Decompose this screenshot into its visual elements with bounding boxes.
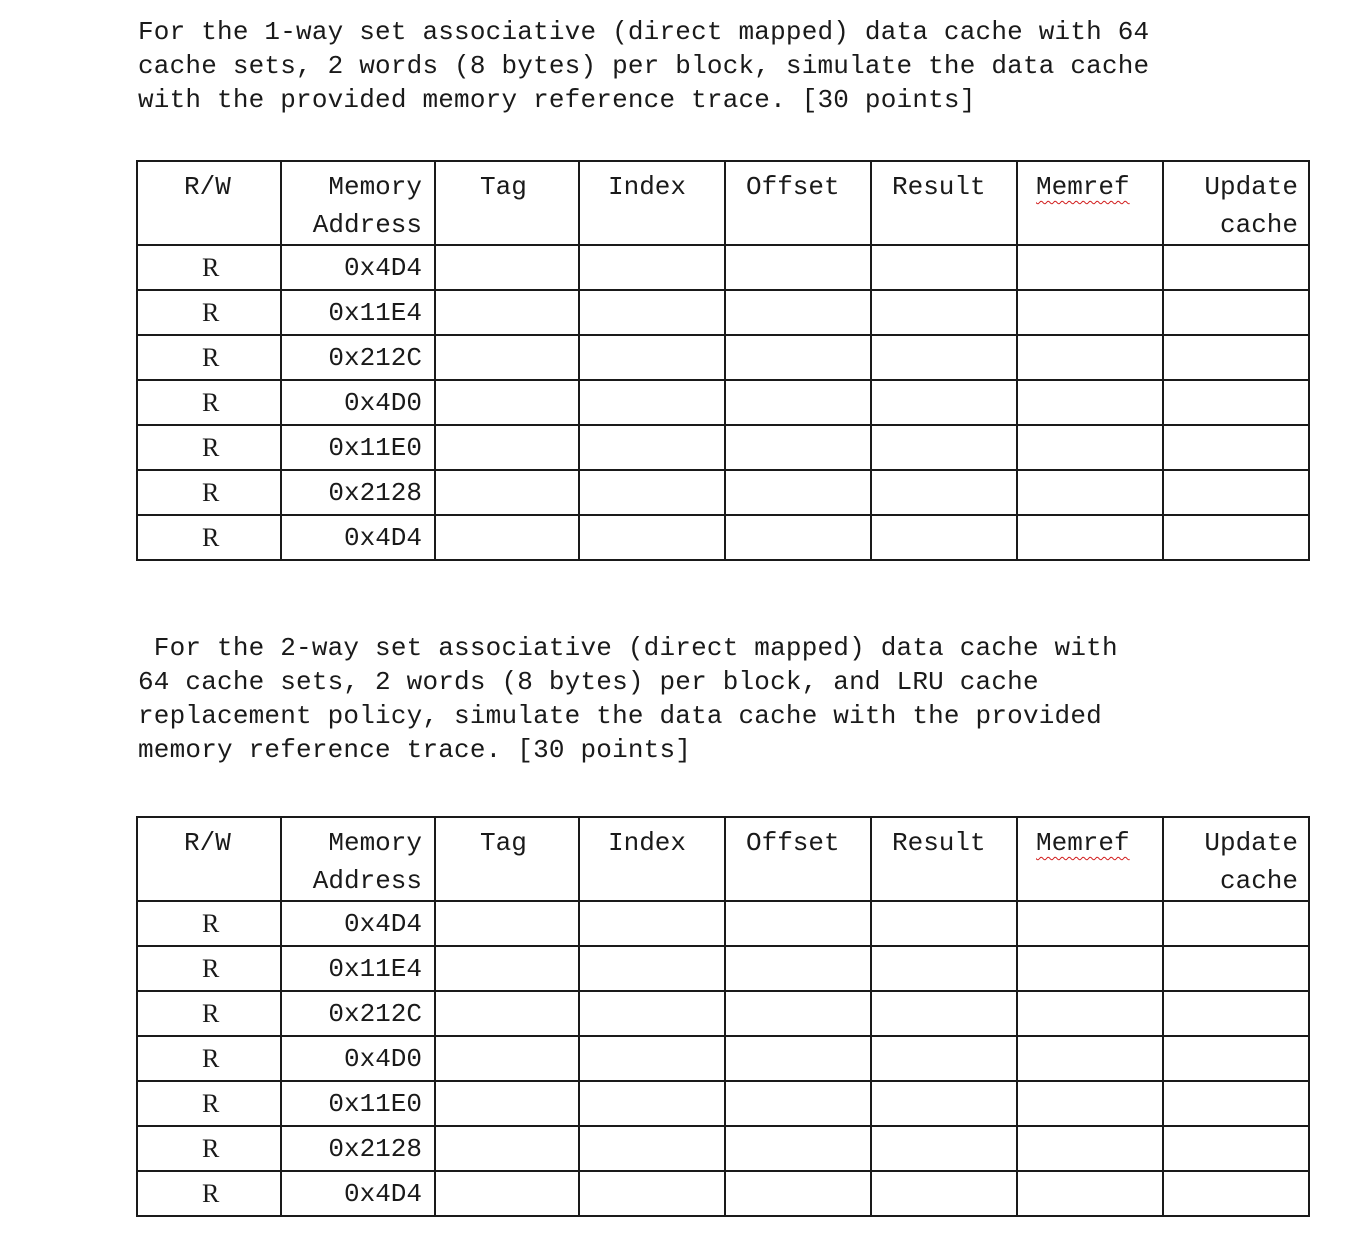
tag-cell[interactable] — [435, 380, 579, 425]
memref-cell[interactable] — [1017, 946, 1163, 991]
offset-cell[interactable] — [725, 1081, 871, 1126]
offset-cell[interactable] — [725, 290, 871, 335]
result-cell[interactable] — [871, 1036, 1017, 1081]
update-cache-cell[interactable] — [1163, 1171, 1309, 1216]
table-row — [137, 1081, 1309, 1126]
address-cell: 0x11E4 — [281, 946, 435, 991]
index-cell[interactable] — [579, 991, 725, 1036]
header-update-cache-line1: Update — [1204, 172, 1298, 202]
index-cell[interactable] — [579, 901, 725, 946]
rw-cell: R — [137, 946, 281, 991]
tag-cell[interactable] — [435, 1081, 579, 1126]
question-1-text — [138, 15, 1149, 117]
rw-cell: R — [137, 901, 281, 946]
question-1-line: For the 1-way set associative (direct mapped) data cache with 64 — [138, 17, 1150, 47]
table-row — [137, 1171, 1309, 1216]
result-cell[interactable] — [871, 515, 1017, 560]
memref-cell[interactable] — [1017, 1171, 1163, 1216]
result-cell[interactable] — [871, 380, 1017, 425]
index-cell[interactable] — [579, 946, 725, 991]
question-1-line: cache sets, 2 words (8 bytes) per block, simulate the data cache — [138, 51, 1150, 81]
header-index: Index — [579, 161, 725, 245]
header-index: Index — [579, 817, 725, 901]
address-cell: 0x4D0 — [281, 380, 435, 425]
offset-cell[interactable] — [725, 425, 871, 470]
result-cell[interactable] — [871, 425, 1017, 470]
offset-cell[interactable] — [725, 335, 871, 380]
memref-cell[interactable] — [1017, 245, 1163, 290]
update-cache-cell[interactable] — [1163, 470, 1309, 515]
index-cell[interactable] — [579, 1036, 725, 1081]
update-cache-cell[interactable] — [1163, 991, 1309, 1036]
header-update-cache-line1: Update — [1204, 828, 1298, 858]
table-row — [137, 470, 1309, 515]
offset-cell[interactable] — [725, 245, 871, 290]
rw-cell: R — [137, 1171, 281, 1216]
header-update-cache-line2: cache — [1219, 866, 1298, 896]
memref-cell[interactable] — [1017, 290, 1163, 335]
result-cell[interactable] — [871, 946, 1017, 991]
header-update-cache — [1163, 161, 1309, 245]
header-result: Result — [871, 161, 1017, 245]
header-rw: R/W — [137, 161, 281, 245]
rw-cell: R — [137, 290, 281, 335]
update-cache-cell[interactable] — [1163, 1126, 1309, 1171]
header-memref — [1017, 817, 1163, 901]
index-cell[interactable] — [579, 245, 725, 290]
table-row — [137, 290, 1309, 335]
table-row — [137, 245, 1309, 290]
update-cache-cell[interactable] — [1163, 901, 1309, 946]
offset-cell[interactable] — [725, 901, 871, 946]
header-offset: Offset — [725, 817, 871, 901]
update-cache-cell[interactable] — [1163, 380, 1309, 425]
rw-cell: R — [137, 335, 281, 380]
rw-cell: R — [137, 425, 281, 470]
address-cell: 0x4D4 — [281, 245, 435, 290]
index-cell[interactable] — [579, 290, 725, 335]
index-cell[interactable] — [579, 515, 725, 560]
question-2-line: memory reference trace. [30 points] — [138, 735, 692, 765]
index-cell[interactable] — [579, 470, 725, 515]
result-cell[interactable] — [871, 245, 1017, 290]
update-cache-cell[interactable] — [1163, 335, 1309, 380]
tag-cell[interactable] — [435, 1126, 579, 1171]
result-cell[interactable] — [871, 991, 1017, 1036]
memref-cell[interactable] — [1017, 901, 1163, 946]
result-cell[interactable] — [871, 335, 1017, 380]
memref-cell[interactable] — [1017, 335, 1163, 380]
tag-cell[interactable] — [435, 425, 579, 470]
rw-cell: R — [137, 1081, 281, 1126]
offset-cell[interactable] — [725, 380, 871, 425]
memref-cell[interactable] — [1017, 991, 1163, 1036]
update-cache-cell[interactable] — [1163, 946, 1309, 991]
header-update-cache — [1163, 817, 1309, 901]
offset-cell[interactable] — [725, 515, 871, 560]
table-row — [137, 515, 1309, 560]
address-cell: 0x4D4 — [281, 901, 435, 946]
table-header-row — [137, 817, 1309, 901]
rw-cell: R — [137, 515, 281, 560]
table-row — [137, 1126, 1309, 1171]
header-memref — [1017, 161, 1163, 245]
update-cache-cell[interactable] — [1163, 1081, 1309, 1126]
address-cell: 0x212C — [281, 991, 435, 1036]
header-memory-address-line2: Address — [312, 210, 422, 240]
rw-cell: R — [137, 245, 281, 290]
question-2-line: replacement policy, simulate the data cache with the provided — [138, 701, 1102, 731]
update-cache-cell[interactable] — [1163, 425, 1309, 470]
result-cell[interactable] — [871, 1126, 1017, 1171]
header-memory-address — [281, 161, 435, 245]
question-1-line: with the provided memory reference trace. [30 points] — [138, 85, 976, 115]
header-tag: Tag — [435, 161, 579, 245]
rw-cell: R — [137, 991, 281, 1036]
result-cell[interactable] — [871, 901, 1017, 946]
rw-cell: R — [137, 1036, 281, 1081]
question-2-text — [138, 631, 1118, 767]
header-offset: Offset — [725, 161, 871, 245]
table-row — [137, 946, 1309, 991]
result-cell[interactable] — [871, 290, 1017, 335]
result-cell[interactable] — [871, 1081, 1017, 1126]
address-cell: 0x2128 — [281, 1126, 435, 1171]
index-cell[interactable] — [579, 1171, 725, 1216]
memref-cell[interactable] — [1017, 425, 1163, 470]
cache-trace-table-1way — [136, 160, 1310, 561]
cache-trace-table-2way — [136, 816, 1310, 1217]
address-cell: 0x4D4 — [281, 1171, 435, 1216]
tag-cell[interactable] — [435, 470, 579, 515]
update-cache-cell[interactable] — [1163, 245, 1309, 290]
address-cell: 0x2128 — [281, 470, 435, 515]
address-cell: 0x4D0 — [281, 1036, 435, 1081]
memref-cell[interactable] — [1017, 1126, 1163, 1171]
result-cell[interactable] — [871, 470, 1017, 515]
header-result: Result — [871, 817, 1017, 901]
rw-cell: R — [137, 380, 281, 425]
offset-cell[interactable] — [725, 470, 871, 515]
memref-cell[interactable] — [1017, 1036, 1163, 1081]
table-header-row — [137, 161, 1309, 245]
result-cell[interactable] — [871, 1171, 1017, 1216]
table-row — [137, 425, 1309, 470]
update-cache-cell[interactable] — [1163, 290, 1309, 335]
address-cell: 0x11E4 — [281, 290, 435, 335]
tag-cell[interactable] — [435, 335, 579, 380]
question-2-line: For the 2-way set associative (direct mapped) data cache with — [138, 633, 1118, 663]
tag-cell[interactable] — [435, 901, 579, 946]
header-memory-address-line2: Address — [312, 866, 422, 896]
index-cell[interactable] — [579, 1126, 725, 1171]
memref-cell[interactable] — [1017, 1081, 1163, 1126]
table-row — [137, 335, 1309, 380]
index-cell[interactable] — [579, 380, 725, 425]
offset-cell[interactable] — [725, 1126, 871, 1171]
update-cache-cell[interactable] — [1163, 1036, 1309, 1081]
table-row — [137, 380, 1309, 425]
memref-cell[interactable] — [1017, 515, 1163, 560]
tag-cell[interactable] — [435, 1036, 579, 1081]
header-memory-address-line1: Memory — [328, 828, 422, 858]
address-cell: 0x11E0 — [281, 425, 435, 470]
offset-cell[interactable] — [725, 946, 871, 991]
table-row — [137, 1036, 1309, 1081]
tag-cell[interactable] — [435, 515, 579, 560]
index-cell[interactable] — [579, 1081, 725, 1126]
header-memref-label: Memref — [1036, 172, 1130, 202]
offset-cell[interactable] — [725, 1171, 871, 1216]
question-2-line: 64 cache sets, 2 words (8 bytes) per block, and LRU cache — [138, 667, 1039, 697]
header-rw: R/W — [137, 817, 281, 901]
tag-cell[interactable] — [435, 946, 579, 991]
tag-cell[interactable] — [435, 1171, 579, 1216]
rw-cell: R — [137, 1126, 281, 1171]
memref-cell[interactable] — [1017, 470, 1163, 515]
header-memory-address — [281, 817, 435, 901]
table-row — [137, 901, 1309, 946]
address-cell: 0x212C — [281, 335, 435, 380]
offset-cell[interactable] — [725, 991, 871, 1036]
memref-cell[interactable] — [1017, 380, 1163, 425]
tag-cell[interactable] — [435, 290, 579, 335]
tag-cell[interactable] — [435, 991, 579, 1036]
header-memref-label: Memref — [1036, 828, 1130, 858]
header-memory-address-line1: Memory — [328, 172, 422, 202]
address-cell: 0x11E0 — [281, 1081, 435, 1126]
update-cache-cell[interactable] — [1163, 515, 1309, 560]
header-tag: Tag — [435, 817, 579, 901]
table-row — [137, 991, 1309, 1036]
header-update-cache-line2: cache — [1219, 210, 1298, 240]
index-cell[interactable] — [579, 425, 725, 470]
address-cell: 0x4D4 — [281, 515, 435, 560]
tag-cell[interactable] — [435, 245, 579, 290]
rw-cell: R — [137, 470, 281, 515]
index-cell[interactable] — [579, 335, 725, 380]
offset-cell[interactable] — [725, 1036, 871, 1081]
